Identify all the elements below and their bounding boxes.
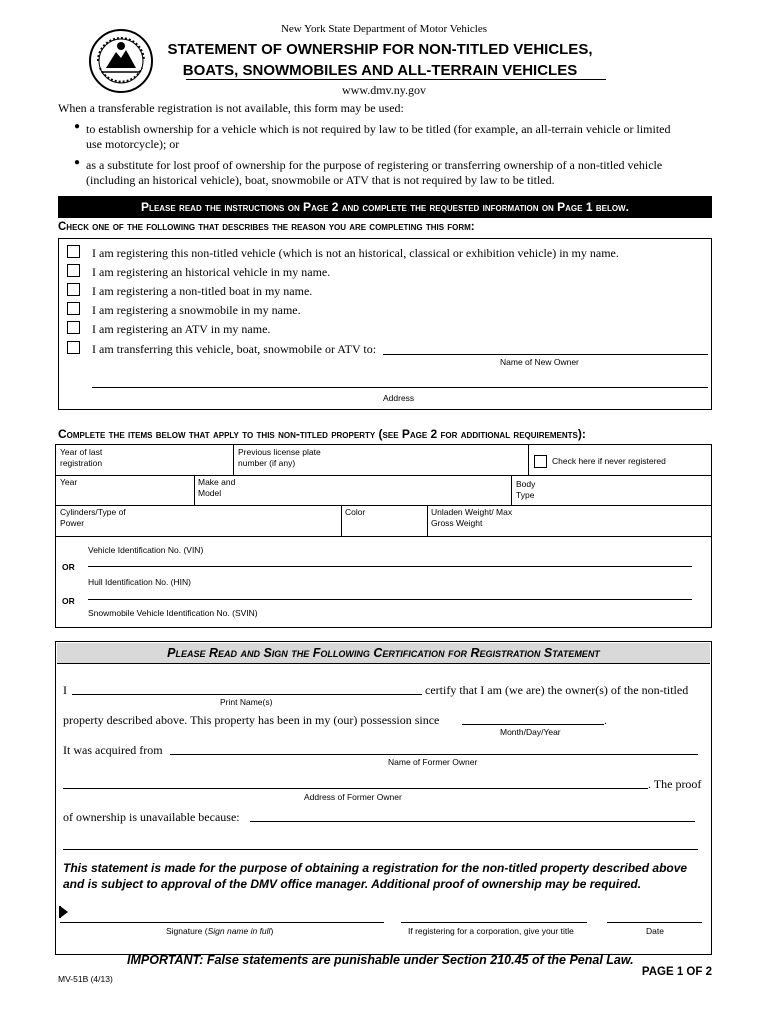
bullet-icon: ● xyxy=(74,157,81,168)
corp-title-label: If registering for a corporation, give your title xyxy=(408,926,574,936)
unavailable-reason-field-2[interactable] xyxy=(63,849,698,850)
reasons-heading: Check one of the following that describes the reason you are completing this form: xyxy=(58,221,475,233)
year-label: Year xyxy=(60,477,78,487)
title-underline xyxy=(186,79,606,80)
cert-unavailable: of ownership is unavailable because: xyxy=(63,810,240,824)
cert-property-line: property described above. This property has been in my (our) possession since xyxy=(63,713,440,727)
signature-label xyxy=(166,926,273,937)
former-owner-field[interactable] xyxy=(170,754,698,755)
or-label: OR xyxy=(62,596,75,606)
checkbox-atv[interactable] xyxy=(67,321,80,334)
bullet1-line1: to establish ownership for a vehicle which is not required by law to be titled (for example, an all-terrain vehicle or limited xyxy=(86,122,671,136)
bullet2-line1: as a substitute for lost proof of ownership for the purpose of registering or transferring ownership of a non-titled vehicle xyxy=(86,158,663,172)
instructions-banner: Please read the instructions on Page 2 and complete the requested information on Page 1 below. xyxy=(58,196,712,218)
color-label: Color xyxy=(345,507,366,517)
cert-statement-line2: and is subject to approval of the DMV office manager. Additional proof of ownership may be required. xyxy=(63,877,642,891)
checkbox-snowmobile[interactable] xyxy=(67,302,80,315)
signature-label-pre: Signature ( xyxy=(166,926,208,936)
corp-title-field[interactable] xyxy=(401,922,587,923)
property-heading: Complete the items below that apply to this non-titled property (see Page 2 for additional requirements): xyxy=(58,427,586,441)
former-address-field[interactable] xyxy=(63,788,648,789)
cert-certify: certify that I am (we are) the owner(s) of the non-titled xyxy=(425,683,689,697)
bullet-icon: ● xyxy=(74,121,81,132)
bullet2-line2: (including an historical vehicle), boat, snowmobile or ATV that is not required by law to be titled. xyxy=(86,173,555,187)
date-label: Month/Day/Year xyxy=(500,727,561,737)
certification-heading: Please Read and Sign the Following Certification for Registration Statement xyxy=(57,643,710,664)
checkbox-non-titled-vehicle[interactable] xyxy=(67,245,80,258)
address-label: Address xyxy=(383,393,415,403)
intro-lead: When a transferable registration is not available, this form may be used: xyxy=(58,101,404,115)
page-number: PAGE 1 OF 2 xyxy=(641,966,712,978)
hin-field[interactable] xyxy=(88,599,692,600)
possession-date-field[interactable] xyxy=(462,724,604,725)
unavailable-reason-field[interactable] xyxy=(250,821,695,822)
print-names-label: Print Name(s) xyxy=(220,697,273,707)
form-title-line1: STATEMENT OF OWNERSHIP FOR NON-TITLED VEHICLES, xyxy=(167,41,593,58)
body-type-label: Body Type xyxy=(516,479,536,500)
svin-label: Snowmobile Vehicle Identification No. (SVIN) xyxy=(88,608,258,618)
or-label: OR xyxy=(62,562,75,572)
prev-plate-label: Previous license plate number (if any) xyxy=(238,447,321,468)
cylinders-label: Cylinders/Type of Power xyxy=(60,507,126,528)
reason-label: I am registering a non-titled boat in my name. xyxy=(92,284,313,298)
reason-label: I am transferring this vehicle, boat, snowmobile or ATV to: xyxy=(92,342,377,356)
date2-label: Date xyxy=(646,926,664,936)
address-field[interactable] xyxy=(92,387,708,388)
reason-label: I am registering this non-titled vehicle (which is not an historical, classical or exhibition vehicle) in my name. xyxy=(92,246,619,260)
never-registered-checkbox[interactable] xyxy=(534,455,547,468)
important-notice: IMPORTANT: False statements are punishable under Section 210.45 of the Penal Law. xyxy=(127,953,634,967)
checkbox-transfer[interactable] xyxy=(67,341,80,354)
cert-statement-line1: This statement is made for the purpose of obtaining a registration for the non-titled property described above xyxy=(63,861,688,875)
never-registered-label: Check here if never registered xyxy=(552,456,666,466)
hin-label: Hull Identification No. (HIN) xyxy=(88,577,191,587)
cert-period: . xyxy=(604,713,607,727)
checkbox-historical-vehicle[interactable] xyxy=(67,264,80,277)
make-model-label: Make and Model xyxy=(198,477,236,498)
signature-label-post: ) xyxy=(270,926,274,936)
new-owner-field[interactable] xyxy=(383,354,708,355)
date-field[interactable] xyxy=(607,922,702,923)
vin-label: Vehicle Identification No. (VIN) xyxy=(88,545,204,555)
checkbox-boat[interactable] xyxy=(67,283,80,296)
cert-proof: . The proof xyxy=(648,777,702,791)
reason-label: I am registering an ATV in my name. xyxy=(92,322,271,336)
form-id: MV-51B (4/13) xyxy=(58,974,113,984)
weight-label: Unladen Weight/ Max Gross Weight xyxy=(431,507,513,528)
former-owner-label: Name of Former Owner xyxy=(388,757,478,767)
form-title-line2: BOATS, SNOWMOBILES AND ALL-TERRAIN VEHICLES xyxy=(182,62,578,79)
cert-acquired: It was acquired from xyxy=(63,743,163,757)
website: www.dmv.ny.gov xyxy=(342,83,426,97)
print-names-field[interactable] xyxy=(72,694,422,695)
bullet1-line2: use motorcycle); or xyxy=(86,137,180,151)
signature-label-em: Sign name in full xyxy=(207,926,271,936)
former-address-label: Address of Former Owner xyxy=(304,792,402,802)
year-last-reg-label: Year of last registration xyxy=(60,447,103,468)
vin-field[interactable] xyxy=(88,566,692,567)
agency-name: New York State Department of Motor Vehicles xyxy=(280,23,487,35)
cert-i: I xyxy=(63,683,67,697)
signature-field[interactable] xyxy=(60,922,384,923)
new-owner-label: Name of New Owner xyxy=(500,357,579,367)
reason-label: I am registering a snowmobile in my name. xyxy=(92,303,301,317)
reason-label: I am registering an historical vehicle in my name. xyxy=(92,265,331,279)
